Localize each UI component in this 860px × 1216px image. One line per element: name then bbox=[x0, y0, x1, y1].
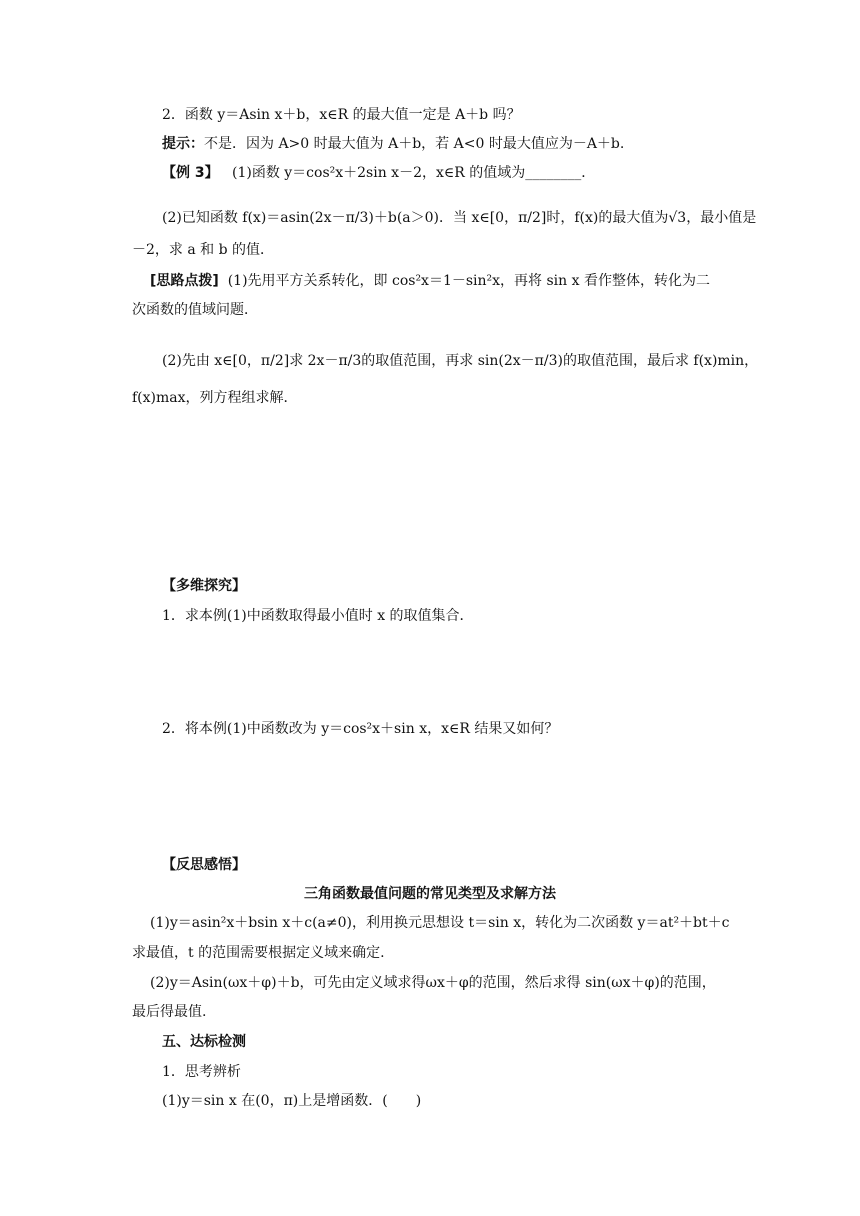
section-5-item-1-sub-1: (1)y＝sin x 在(0，π)上是增函数．( ) bbox=[162, 1093, 422, 1109]
reflect-p1-line-2: 求最值，t 的范围需要根据定义域来确定. bbox=[132, 945, 385, 961]
hint-label: 提示： bbox=[162, 136, 204, 152]
thinking-line-1-text: (1)先用平方关系转化，即 cos²x＝1－sin²x，再将 sin x 看作整体，转化为二 bbox=[227, 273, 710, 289]
section-5-title: 五、达标检测 bbox=[162, 1034, 246, 1050]
section-5-item-1: 1．思考辨析 bbox=[162, 1064, 241, 1080]
thinking-line-2: 次函数的值域问题． bbox=[132, 302, 258, 318]
thinking-label: [思路点拨] bbox=[150, 273, 219, 289]
reflect-p2-line-1: (2)y＝Asin(ωx＋φ)＋b，可先由定义域求得ωx＋φ的范围，然后求得 sin(ωx＋φ)的范围， bbox=[150, 975, 716, 991]
thinking-line-3: (2)先由 x∈[0，π/2]求 2x－π/3的取值范围，再求 sin(2x－π/3)的取值范围，最后求 f(x)min， bbox=[162, 353, 759, 369]
example-3-part-2-line-1: (2)已知函数 f(x)＝asin(2x－π/3)＋b(a＞0)．当 x∈[0，π/2]时，f(x)的最大值为√3，最小值是 bbox=[162, 210, 757, 226]
example-3-part-1-text: (1)函数 y＝cos²x＋2sin x－2，x∈R 的值域为________． bbox=[231, 165, 596, 181]
reflect-title: 【反思感悟】 bbox=[162, 857, 246, 873]
reflect-subtitle: 三角函数最值问题的常见类型及求解方法 bbox=[304, 886, 556, 902]
example-3-part-2-line-2: －2，求 a 和 b 的值． bbox=[132, 242, 275, 258]
hint-text: 不是．因为 A>0 时最大值为 A＋b，若 A<0 时最大值应为－A＋b. bbox=[204, 136, 625, 152]
reflect-p2-line-2: 最后得最值. bbox=[132, 1004, 207, 1020]
example-3-label: 【例 3】 bbox=[162, 165, 219, 181]
example-3-part-1 bbox=[162, 164, 595, 182]
thinking-line-4: f(x)max，列方程组求解． bbox=[132, 390, 298, 406]
explore-question-1: 1．求本例(1)中函数取得最小值时 x 的取值集合． bbox=[162, 608, 474, 624]
explore-title: 【多维探究】 bbox=[162, 578, 246, 594]
reflect-p1-line-1: (1)y＝asin²x＋bsin x＋c(a≠0)，利用换元思想设 t＝sin x，转化为二次函数 y＝at²＋bt＋c bbox=[150, 915, 730, 931]
hint bbox=[162, 135, 624, 153]
explore-question-2: 2．将本例(1)中函数改为 y＝cos²x＋sin x，x∈R 结果又如何？ bbox=[162, 721, 559, 737]
question-2: 2．函数 y＝Asin x＋b，x∈R 的最大值一定是 A＋b 吗？ bbox=[162, 107, 521, 123]
thinking-line-1 bbox=[150, 272, 710, 290]
